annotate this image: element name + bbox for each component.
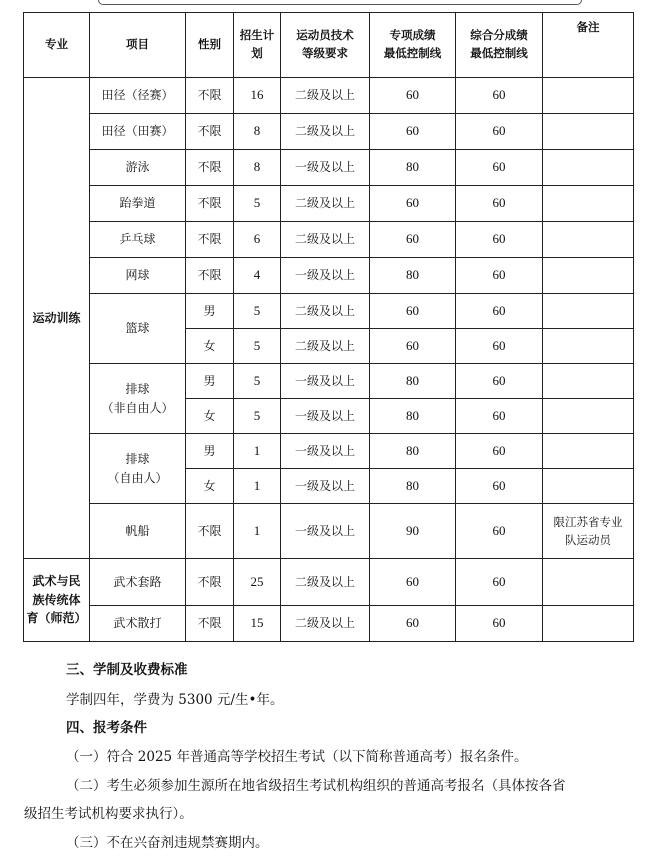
composite-score-cell: 60: [456, 150, 543, 186]
remark-cell: [543, 150, 634, 186]
special-score-cell: 60: [370, 329, 456, 364]
special-score-cell: 60: [370, 606, 456, 642]
header-major: 专业: [24, 13, 90, 78]
plan-cell: 5: [234, 186, 281, 222]
table-row: [24, 364, 634, 399]
grade-cell: 二级及以上: [281, 78, 370, 114]
gender-cell: 男: [186, 434, 234, 469]
plan-cell: 25: [234, 559, 281, 606]
item-cell: 帆船: [90, 504, 186, 559]
header-composite-score: 综合分成绩 最低控制线: [456, 13, 543, 78]
table-row: [24, 114, 634, 150]
remark-cell: [543, 469, 634, 504]
gender-cell: 不限: [186, 186, 234, 222]
item-cell: 乒乓球: [90, 222, 186, 258]
special-score-cell: 60: [370, 222, 456, 258]
gender-cell: 不限: [186, 222, 234, 258]
item-cell: 跆拳道: [90, 186, 186, 222]
plan-cell: 6: [234, 222, 281, 258]
grade-cell: 二级及以上: [281, 186, 370, 222]
composite-score-cell: 60: [456, 78, 543, 114]
special-score-cell: 60: [370, 186, 456, 222]
item-cell: 排球 （非自由人）: [90, 364, 186, 434]
grade-cell: 一级及以上: [281, 469, 370, 504]
gender-cell: 女: [186, 469, 234, 504]
admission-plan-table: [23, 12, 634, 642]
remark-cell: [543, 364, 634, 399]
composite-score-cell: 60: [456, 559, 543, 606]
remark-cell: [543, 559, 634, 606]
condition-2-line2: 级招生考试机构要求执行）。: [24, 806, 193, 822]
special-score-cell: 60: [370, 559, 456, 606]
condition-1: （一）符合 2025 年普通高等学校招生考试（以下简称普通高考）报名条件。: [66, 749, 528, 765]
remark-cell: [543, 114, 634, 150]
special-score-cell: 90: [370, 504, 456, 559]
section-4-heading: 四、报考条件: [66, 720, 147, 736]
plan-cell: 5: [234, 364, 281, 399]
header-remark: 备注: [543, 13, 634, 78]
grade-cell: 二级及以上: [281, 606, 370, 642]
composite-score-cell: 60: [456, 294, 543, 329]
major-sports-training: 运动训练: [24, 78, 90, 559]
grade-cell: 二级及以上: [281, 222, 370, 258]
grade-cell: 一级及以上: [281, 258, 370, 294]
item-cell: 网球: [90, 258, 186, 294]
condition-3: （三）不在兴奋剂违规禁赛期内。: [66, 835, 269, 851]
gender-cell: 不限: [186, 559, 234, 606]
grade-cell: 二级及以上: [281, 329, 370, 364]
table-row: [24, 258, 634, 294]
table-row: [24, 606, 634, 642]
item-cell: 排球 （自由人）: [90, 434, 186, 504]
gender-cell: 不限: [186, 504, 234, 559]
gender-cell: 男: [186, 364, 234, 399]
header-special-score: 专项成绩 最低控制线: [370, 13, 456, 78]
gender-cell: 女: [186, 399, 234, 434]
special-score-cell: 80: [370, 150, 456, 186]
remark-cell: [543, 78, 634, 114]
item-cell: 武术散打: [90, 606, 186, 642]
remark-cell: 限江苏省专业 队运动员: [543, 504, 634, 559]
table-row: [24, 222, 634, 258]
table-row: [24, 559, 634, 606]
plan-cell: 1: [234, 434, 281, 469]
composite-score-cell: 60: [456, 258, 543, 294]
remark-cell: [543, 329, 634, 364]
special-score-cell: 80: [370, 399, 456, 434]
section-3-body: 学制四年，学费为 5300 元/生•年。: [66, 692, 284, 708]
major-wushu: 武术与民 族传统体 育（师范）: [24, 559, 90, 642]
plan-cell: 8: [234, 114, 281, 150]
composite-score-cell: 60: [456, 222, 543, 258]
grade-cell: 二级及以上: [281, 559, 370, 606]
plan-cell: 1: [234, 469, 281, 504]
gender-cell: 不限: [186, 114, 234, 150]
grade-cell: 一级及以上: [281, 364, 370, 399]
plan-cell: 5: [234, 399, 281, 434]
header-item: 项目: [90, 13, 186, 78]
item-cell: 篮球: [90, 294, 186, 364]
remark-cell: [543, 434, 634, 469]
special-score-cell: 60: [370, 294, 456, 329]
header-plan: 招生计划: [234, 13, 281, 78]
gender-cell: 男: [186, 294, 234, 329]
plan-cell: 8: [234, 150, 281, 186]
table-row: [24, 186, 634, 222]
remark-cell: [543, 258, 634, 294]
gender-cell: 不限: [186, 258, 234, 294]
table-row: [24, 78, 634, 114]
remark-cell: [543, 399, 634, 434]
gender-cell: 不限: [186, 150, 234, 186]
special-score-cell: 60: [370, 114, 456, 150]
item-cell: 田径（田赛）: [90, 114, 186, 150]
condition-2-line1: （二）考生必须参加生源所在地省级招生考试机构组织的普通高考报名（具体按各省: [66, 778, 566, 794]
gender-cell: 不限: [186, 606, 234, 642]
composite-score-cell: 60: [456, 606, 543, 642]
composite-score-cell: 60: [456, 434, 543, 469]
composite-score-cell: 60: [456, 469, 543, 504]
top-decoration: [98, 0, 582, 5]
composite-score-cell: 60: [456, 186, 543, 222]
composite-score-cell: 60: [456, 114, 543, 150]
item-cell: 田径（径赛）: [90, 78, 186, 114]
grade-cell: 一级及以上: [281, 399, 370, 434]
remark-cell: [543, 186, 634, 222]
grade-cell: 二级及以上: [281, 294, 370, 329]
item-cell: 武术套路: [90, 559, 186, 606]
table-row: [24, 150, 634, 186]
plan-cell: 5: [234, 294, 281, 329]
table-row: [24, 294, 634, 329]
plan-cell: 15: [234, 606, 281, 642]
special-score-cell: 80: [370, 434, 456, 469]
header-gender: 性别: [186, 13, 234, 78]
table-header-row: [24, 13, 634, 78]
special-score-cell: 80: [370, 258, 456, 294]
gender-cell: 女: [186, 329, 234, 364]
plan-cell: 4: [234, 258, 281, 294]
remark-cell: [543, 606, 634, 642]
special-score-cell: 80: [370, 469, 456, 504]
gender-cell: 不限: [186, 78, 234, 114]
composite-score-cell: 60: [456, 364, 543, 399]
composite-score-cell: 60: [456, 399, 543, 434]
plan-cell: 16: [234, 78, 281, 114]
item-cell: 游泳: [90, 150, 186, 186]
remark-cell: [543, 222, 634, 258]
grade-cell: 二级及以上: [281, 114, 370, 150]
special-score-cell: 60: [370, 78, 456, 114]
remark-cell: [543, 294, 634, 329]
plan-cell: 5: [234, 329, 281, 364]
table-row: [24, 434, 634, 469]
table-row: [24, 504, 634, 559]
composite-score-cell: 60: [456, 504, 543, 559]
header-grade: 运动员技术 等级要求: [281, 13, 370, 78]
grade-cell: 一级及以上: [281, 504, 370, 559]
special-score-cell: 80: [370, 364, 456, 399]
composite-score-cell: 60: [456, 329, 543, 364]
plan-cell: 1: [234, 504, 281, 559]
grade-cell: 一级及以上: [281, 150, 370, 186]
grade-cell: 一级及以上: [281, 434, 370, 469]
section-3-heading: 三、学制及收费标准: [66, 662, 188, 678]
